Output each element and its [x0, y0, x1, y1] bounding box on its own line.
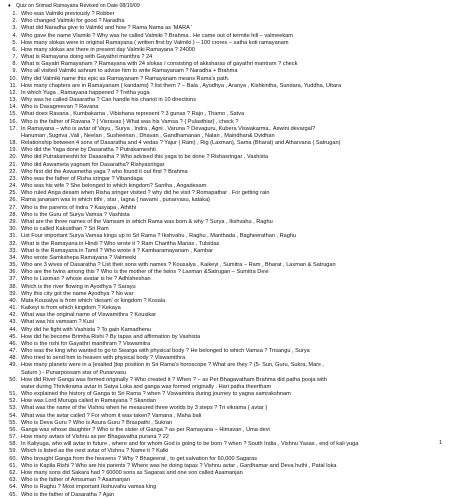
list-item: [3, 83, 449, 90]
list-item: [3, 40, 449, 47]
item-number: 55.: [9, 419, 17, 426]
item-text: Who was the king who wanted to go to Swarga with physical body ? He belonged to which Vamsa ? Trisangu , Surya: [21, 348, 310, 355]
list-item: [3, 47, 449, 54]
item-number: 38.: [9, 283, 17, 290]
list-item: [3, 33, 449, 40]
list-item: [3, 183, 449, 190]
list-item: [3, 377, 449, 384]
item-text: How many avtars of Vishnu as per Bhagavatha purana ? 22: [21, 434, 169, 441]
list-item: [3, 25, 449, 32]
item-number: 31.: [9, 233, 17, 240]
item-number: 48.: [9, 355, 17, 362]
item-number: 22.: [9, 168, 17, 175]
item-number: 51.: [9, 391, 17, 398]
item-text: How many slokas are there in present day Valmiki Ramayana ? 24000: [21, 46, 196, 53]
item-text: Who is called Kakusthan ? Sri Ram: [21, 226, 109, 233]
item-text: Ganga was whose daughter ? Who is the sister of Ganga ? as per Ramayana – Himavan , Uma devi: [21, 426, 270, 433]
list-item: [3, 370, 449, 377]
item-text: In which Yuga , Ramayana happened ? Tretha yuga: [21, 89, 150, 96]
item-text: How did River Ganga was formed originally ? Who created it ? When ? – as Per Bhagavatham Brahma did patha pooja with: [21, 376, 327, 383]
item-number: 27.: [9, 204, 17, 211]
item-text: Who is Dasagreevan ? Ravana: [21, 104, 99, 111]
list-item: [3, 248, 449, 255]
list-item: [3, 68, 449, 75]
item-number: 13.: [9, 97, 17, 104]
list-item: [3, 327, 449, 334]
list-item: [3, 212, 449, 219]
item-number: 24.: [9, 183, 17, 190]
item-number: 43.: [9, 319, 17, 326]
item-text: Saturn ) - Punarpoosam star of Punarvasu: [21, 369, 127, 376]
item-number: 44.: [9, 326, 17, 333]
list-item: [3, 334, 449, 341]
item-number: 56.: [9, 426, 17, 433]
item-text: water during Thrivikrama avtar in Satya Loka and ganga was formed originally . Hari patha theertham: [21, 383, 272, 390]
item-text: List Four important Surya Vamsa kings up to Sri Rama ? Ikshvahu , Raghu , Manthada , Bagheerathan , Raghu: [21, 233, 297, 240]
item-text: How many sons did Sakara had ? 60000 sons as Sagaras and one son called Asamanjan: [21, 470, 243, 476]
item-text: Who was Valmiki previously ? Robber: [21, 11, 115, 17]
list-item: [3, 97, 449, 104]
item-text: Relationship between 4 sons of Dasaratha and 4 vedas ? Yajur ( Ram) , Rig (Laxman), Sama (Bharat) and Atharvana ( Satrugan): [21, 140, 341, 147]
item-text: What was the original name of Viswamithra ? Kousikar: [21, 312, 157, 319]
list-item: [3, 312, 449, 319]
item-number: 46.: [9, 340, 17, 347]
list-item: [3, 154, 449, 161]
item-text: Who did the Yaga done by Dasaratha ? Putrakameshti: [21, 147, 156, 154]
question-list: [3, 11, 449, 499]
item-text: Who ruled Anga desam when Risha sringer visited ? why did he visit ? Romapathar . For getting rain: [21, 190, 270, 197]
item-number: 8.: [12, 61, 17, 68]
list-item: [3, 319, 449, 326]
item-text: What is the Ramayana in Tamil ? Who wrote it ? Kambaramayanam , Kambar: [21, 247, 214, 254]
item-number: 15.: [9, 111, 17, 118]
list-item: [3, 298, 449, 305]
list-item: [3, 477, 449, 484]
item-text: What does Ravana , Kumbakarna , Vibishana represent ? 3 gunas ? Rajo , Thamo , Satva: [21, 111, 245, 118]
list-item: [3, 90, 449, 97]
item-number: 33.: [9, 247, 17, 254]
item-number: 50.: [9, 376, 17, 383]
item-text: Who is the father of Dasaratha ? Ajan: [21, 491, 114, 498]
item-number: 21.: [9, 161, 17, 168]
item-text: How was Lord Muruga called in Ramayana ? Skandan: [21, 398, 156, 405]
list-item: [3, 147, 449, 154]
item-number: 59.: [9, 448, 17, 455]
item-text: Who is the rishi for Gayathri manthram ? Viswamitra: [21, 340, 151, 347]
item-number: 37.: [9, 276, 17, 283]
list-item: [3, 413, 449, 420]
item-number: 12.: [9, 89, 17, 96]
list-item: [3, 126, 449, 133]
list-item: [3, 262, 449, 269]
item-number: 40.: [9, 297, 17, 304]
item-text: In Kaliyuga, who will avtar in future , where and for whom God is going to be born ? when ? South India , Vishnu Yasas , end of kali yuga: [21, 441, 359, 448]
item-text: Who is the father of Ravana ? { Visravas } What was his Vamsa ? { Pulasthiar} , check ?: [21, 118, 239, 125]
item-number: 18.: [9, 140, 17, 147]
item-text: What are the three names of the Vamsam in which Rama was born & why ? Surya , Ikshvahu , Raghu: [21, 218, 273, 225]
list-item: [3, 384, 449, 391]
item-number: 47.: [9, 348, 17, 355]
item-text: Who first did the Aswametha yaga ? who found it out first ? Brahma: [21, 168, 188, 175]
header-bullet: ♦: [8, 3, 11, 9]
item-text: Hanuman ,Sugriva ,Vali , Neelan , Susheenan , Dhavan , Gandhamanan , Nalan , Maindhan& Dvidhan: [21, 132, 275, 139]
item-number: 30.: [9, 226, 17, 233]
item-number: 20.: [9, 154, 17, 161]
item-text: In Ramayana – who is avtar of Vayu , Surya , Indra , Agni , Varuna ? Devaguru, Kubera Viswakarma.. Aswini devargal?: [21, 125, 316, 132]
list-item: [3, 162, 449, 169]
item-text: Who wrote Samkshepa Ramayana ? Valmeeki: [21, 254, 137, 261]
item-number: 1.: [12, 11, 17, 17]
item-text: How many slokas were in original Ramayana ( written first by Valmiki ) – 100 crores – satha koti ramayanam: [21, 39, 289, 46]
item-number: 11.: [9, 82, 17, 89]
item-number: 54.: [9, 412, 17, 419]
list-item: [3, 54, 449, 61]
list-item: [3, 355, 449, 362]
list-item: [3, 434, 449, 441]
item-number: 36.: [9, 269, 17, 276]
item-number: 41.: [9, 305, 17, 312]
item-text: Who was the father of Risha sringar ? Vibandaga: [21, 175, 143, 182]
item-text: What is the Ramayana in Hindi ? Who wrote it ? Ram Charitha Manas , Tulsidas: [21, 240, 220, 247]
item-number: 28.: [9, 211, 17, 218]
item-text: Who did Aswameta yagnam for Dasaratha? Rishyasringar: [21, 161, 165, 168]
item-text: What is Gayatri Ramayanam ? Ramayana with 24 slokas / consisting of akksharas of gayathri mantram ? check: [21, 61, 298, 68]
item-text: Who are the twins among this ? Who is the mother of the twins ? Laxman &Satrugan – Sumitra Devi: [21, 269, 269, 276]
item-text: How did he become Brimha Rishi ? By tapas and affirmation by Vashista: [21, 333, 201, 340]
list-item: [3, 484, 449, 491]
item-text: Who was his wife ? She belonged to which kingdom? Santha , Angadesam: [21, 183, 207, 190]
item-number: 62.: [9, 470, 17, 476]
list-item: [3, 119, 449, 126]
list-item: [3, 398, 449, 405]
item-number: 2.: [12, 18, 17, 25]
item-number: 19.: [9, 147, 17, 154]
item-text: Who changed Valmiki for good ? Naradha: [21, 18, 125, 25]
item-text: Rama jananam was in which tithi , star , lagna { navami , punarvasu, kataka}: [21, 197, 211, 204]
item-number: 61.: [9, 462, 17, 469]
item-number: 35.: [9, 262, 17, 269]
list-item: [3, 197, 449, 204]
item-text: Why did he fight with Vashista ? To gain Kamadhenu: [21, 326, 152, 333]
item-number: 7.: [12, 54, 17, 61]
item-text: What was his vamsam ? Kusi: [21, 319, 95, 326]
item-number: 3.: [12, 25, 17, 32]
item-text: What was the avtar called ? For whom it was taken? Vamana , Maha bali: [21, 412, 202, 419]
list-item: [3, 348, 449, 355]
item-text: Which is the river flowing in Ayodhya ? Sarayu: [21, 283, 136, 290]
item-text: Who is the father of Amsuman ? Asamanjan: [21, 477, 130, 484]
item-number: 64.: [9, 484, 17, 491]
item-text: Mata Kousalya is from which 'desam' or kingdom ? Kosala: [21, 297, 166, 304]
item-number: 60.: [9, 455, 17, 462]
list-item: [3, 492, 449, 499]
list-item: [3, 176, 449, 183]
item-text: Kaikeyi is from which kingdom ? Kekaya: [21, 305, 121, 312]
list-item: [3, 226, 449, 233]
list-item: [3, 362, 449, 369]
item-text: Who is the parents of Indra ? Kasyapa , Athithi: [21, 204, 137, 211]
item-number: 49.: [9, 362, 17, 369]
item-number: 39.: [9, 290, 17, 297]
item-number: 57.: [9, 434, 17, 441]
item-number: 5.: [12, 39, 17, 46]
list-item: [3, 427, 449, 434]
item-text: Why did Valmiki name this epic as Ramayanam ? Ramayanam means Rama's path.: [21, 75, 230, 82]
item-number: 34.: [9, 254, 17, 261]
item-number: 45.: [9, 333, 17, 340]
list-item: [3, 291, 449, 298]
item-number: 58.: [9, 441, 17, 448]
item-text: Why this city got the name Ayodhya ? No war: [21, 290, 134, 297]
item-number: 52.: [9, 398, 17, 405]
item-text: Who did Putrakameshti for Dasaratha ? Who advised this yaga to be done ? Rishasringar , Vashista: [21, 154, 269, 161]
item-text: How many planets were in a [exalted ]top position in Sri Rama's horoscope ? What are they ? (5- Sun, Guru, Sukra, Mars ,: [21, 362, 324, 369]
item-text: Who is Laxman ? whose avatar is he ? Adhisheshan: [21, 276, 151, 283]
item-number: 23.: [9, 175, 17, 182]
list-item: [3, 269, 449, 276]
item-number: 26.: [9, 197, 17, 204]
item-number: 42.: [9, 312, 17, 319]
list-item: [3, 284, 449, 291]
list-item: [3, 305, 449, 312]
item-number: 65.: [9, 491, 17, 498]
item-number: 32.: [9, 240, 17, 247]
item-number: 16.: [9, 118, 17, 125]
item-text: Who is Kapila Rishi ? Who are his parents ? Where was he doing tapas ? Vishnu avtar , Gardhamar and Deva huthi , Patal loka: [21, 462, 337, 469]
list-item: [3, 233, 449, 240]
item-text: Who tried to send him to heaven with physical body ? Viswamithra: [21, 355, 186, 362]
list-item: [3, 341, 449, 348]
list-item: [3, 463, 449, 470]
item-text: Who is the Guru of Surya Vamsa ? Vashista: [21, 211, 130, 218]
list-item: [3, 420, 449, 427]
list-item: [3, 276, 449, 283]
list-item: [3, 169, 449, 176]
item-text: What did Naradha give to Valmiki and how ? Rama Nama as 'MARA ': [21, 25, 193, 32]
item-number: 17.: [9, 125, 17, 132]
item-number: 4.: [12, 32, 17, 39]
item-text: Who is Deva Guru ? Who is Asura Guru ? Braspathi , Sukran: [21, 419, 173, 426]
document-header: [8, 2, 448, 10]
item-text: Why was he called Dasaratha ? Can handle his chariot in 10 directions: [21, 97, 197, 104]
list-item: [3, 241, 449, 248]
list-item: [3, 111, 449, 118]
item-text: Who explained the history of Ganga to Sri Rama ? when ? Viswamitra during journey to yagna samrakshnam: [21, 391, 291, 398]
item-text: What is Ramayana doing with Gayathri manthra ? 24: [21, 54, 153, 61]
item-text: How many chapters are in Ramayanam { kandams} ? list them 7 – Bala , Ayodhya , Aranya , Kishkintha, Sundara, Yuddha, Uttara: [21, 82, 342, 89]
list-item: [3, 205, 449, 212]
document-title: Quiz on Srimad Ramayana Revised on Date 08/10/09: [16, 3, 140, 9]
list-item: [3, 255, 449, 262]
list-item: [3, 76, 449, 83]
item-number: 10.: [9, 75, 17, 82]
item-number: 9.: [12, 68, 17, 75]
list-item: [3, 456, 449, 463]
item-number: 25.: [9, 190, 17, 197]
item-text: Who is Raghu ? Most important Ikshuvahu vamsa king: [21, 484, 157, 491]
list-item: [3, 133, 449, 140]
item-text: Which is listed as the next avtar of Vishnu ? Name it ? Kalki: [21, 448, 169, 455]
list-item: [3, 140, 449, 147]
list-item: [3, 448, 449, 455]
list-item: [3, 61, 449, 68]
item-text: Who brought Ganga from the heavens ? Why ? Bhageerat , to get salvation for 60,000 Sagaras: [21, 455, 258, 462]
item-text: Who are 3 wives of Dasaratha ? List their sons with names ? Kousalya , Kaikeyi , Sumitra – Ram , Bharat , Laxman & Satrugan: [21, 262, 336, 269]
item-number: 29.: [9, 218, 17, 225]
list-item: [3, 405, 449, 412]
list-item: [3, 441, 449, 448]
list-item: [3, 470, 449, 477]
list-item: [3, 104, 449, 111]
item-text: Who all visited Valmiki ashram to advise him to write Ramayanam ? Naradha + Brahma: [21, 68, 238, 75]
list-item: [3, 18, 449, 25]
item-number: 14.: [9, 104, 17, 111]
item-number: 6.: [12, 46, 17, 53]
list-item: [3, 219, 449, 226]
item-text: Who gave the name Vlamiki ? Why was he called Valmiki ? Brahma . He came out of termite hill – valmeekam: [21, 32, 293, 39]
list-item: [3, 190, 449, 197]
item-text: What was the name of the Vishnu when he measured three worlds by 3 steps ? Tri vikrama { avtar }: [21, 405, 268, 412]
list-item: [3, 391, 449, 398]
page-number: 1: [438, 440, 442, 446]
item-number: 63.: [9, 477, 17, 484]
item-number: 53.: [9, 405, 17, 412]
list-item: [3, 11, 449, 18]
